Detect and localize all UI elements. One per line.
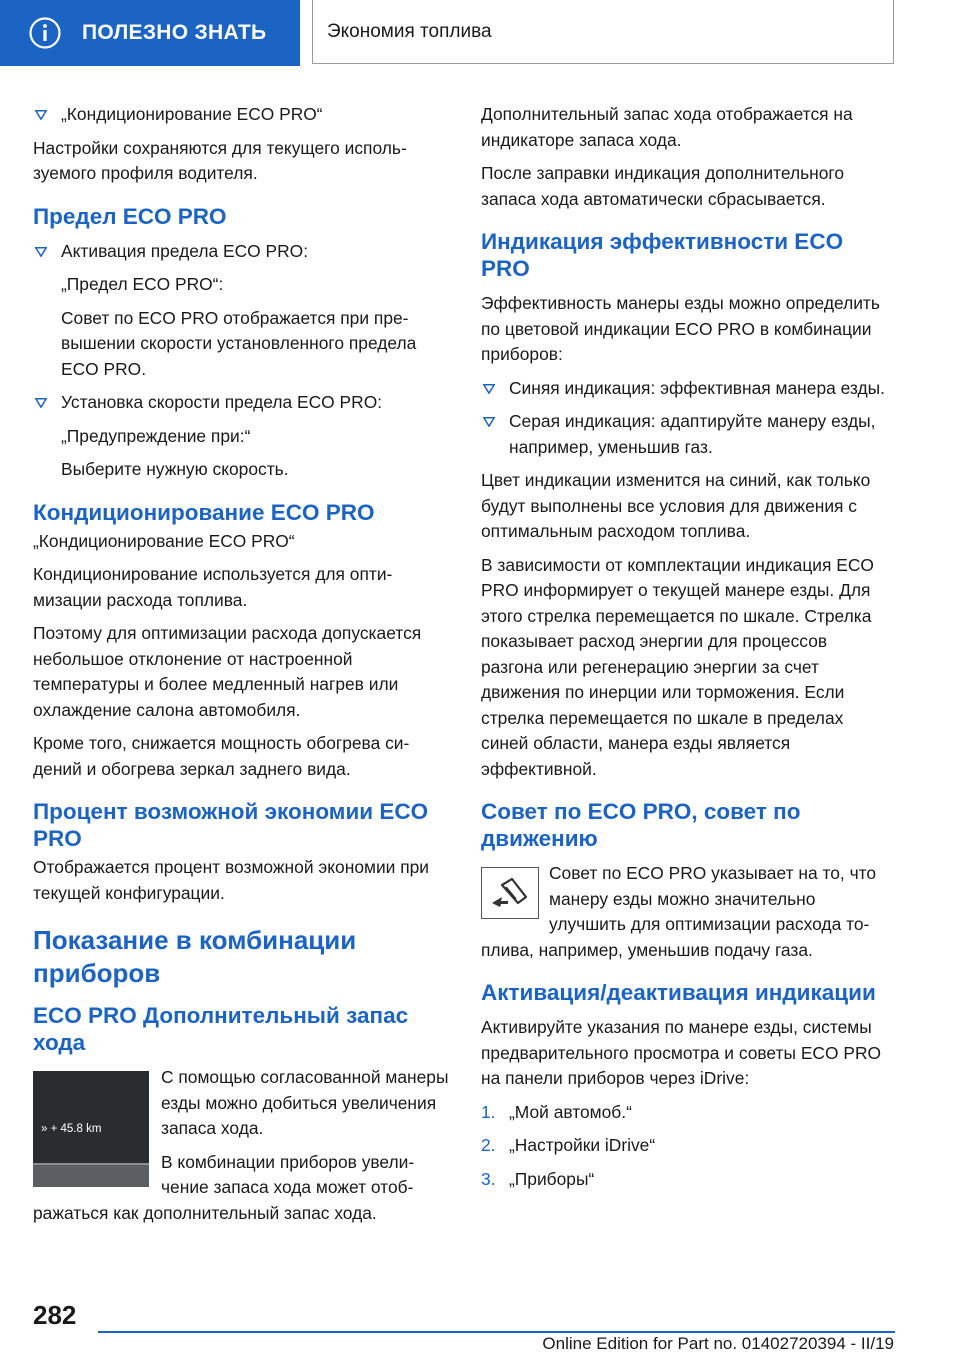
section-tab xyxy=(0,0,300,66)
bullet-arrow-icon xyxy=(35,247,47,257)
pedal-icon xyxy=(488,873,532,913)
step-item xyxy=(481,1133,893,1159)
paragraph: Совет по ECO PRO указывает на то, что манеру езды можно значительно улучшить для оптимизации расхода топлива, например, уменьшив подачу газа. xyxy=(481,863,877,960)
paragraph: Кондиционирование используется для оптимизации расхода топлива. xyxy=(33,564,393,610)
edition-info: Online Edition for Part no. 01402720394 - II/19 xyxy=(542,1334,894,1353)
heading-eco-pro-limit: Предел ECO PRO xyxy=(33,203,227,229)
paragraph: „Кондиционирование ECO PRO“ xyxy=(33,530,295,551)
list-item xyxy=(33,239,451,265)
sub-paragraph: „Предел ECO PRO“: xyxy=(61,274,224,294)
paragraph: Отображается процент возможной экономии при текущей конфигурации. xyxy=(33,857,430,903)
list-item-text: Активация предела ECO PRO: xyxy=(61,240,309,261)
panel-lower xyxy=(33,1165,149,1187)
instrument-cluster-image xyxy=(33,1071,149,1187)
paragraph: Поэтому для оптимизации расхода допускается небольшое отклонение от настроенной температуры и более медленный нагрев или охлаждение салона автомобиля. xyxy=(33,623,422,720)
heading-eco-pro-climate: Кондиционирование ECO PRO xyxy=(33,499,375,525)
paragraph: Кроме того, снижается мощность обогрева сидений и обогрева зеркал заднего вида. xyxy=(33,733,410,779)
list-item xyxy=(481,376,893,402)
paragraph: В зависимости от комплектации индикация ECO PRO информирует о текущей манере езды. Для этого стрелка перемещается по шкале. Стрелка показывает расход энергии для процессов разгона или регенерацию энергии за счет движения по инерции или торможения. Если стрелка перемещается по шкале в пределах синей области, манера езды является эффективной. xyxy=(481,554,874,779)
step-text: „Приборы“ xyxy=(509,1168,595,1189)
heading-eco-pro-tip: Совет по ECO PRO, совет по движению xyxy=(481,799,801,851)
paragraph: С помощью согласованной манеры езды можно добиться увеличения запаса хода. xyxy=(161,1067,449,1138)
paragraph: Цвет индикации изменится на синий, как только будут выполнены все условия для движения с оптимальным расходом топлива. xyxy=(481,470,871,541)
step-number: 2. xyxy=(481,1135,496,1155)
sub-paragraph: „Предупреждение при:“ xyxy=(61,425,251,446)
bullet-arrow-icon xyxy=(35,398,47,408)
paragraph: Дополнительный запас хода отображается на индикаторе запаса хода. xyxy=(481,104,853,150)
heading-instrument-cluster: Показание в комбинации приборов xyxy=(33,925,357,988)
step-text: „Мой автомоб.“ xyxy=(509,1101,632,1122)
info-icon xyxy=(28,16,62,50)
range-readout: » + 45.8 km xyxy=(41,1123,102,1135)
list-item-text: Синяя индикация: эффективная манера езды. xyxy=(509,377,885,398)
page-number: 282 xyxy=(33,1300,77,1330)
paragraph: Активируйте указания по манере езды, системы предварительного просмотра и советы ECO PRO на панели приборов через iDrive: xyxy=(481,1017,882,1088)
heading-saving-percent: Процент возможной экономии ECO PRO xyxy=(33,799,429,851)
foot-off-pedal-icon xyxy=(481,867,539,919)
left-column xyxy=(33,102,451,1234)
bullet-arrow-icon xyxy=(483,417,495,427)
heading-extra-range: ECO PRO Дополнительный запас хода xyxy=(33,1003,409,1055)
bullet-arrow-icon xyxy=(483,384,495,394)
step-item xyxy=(481,1100,893,1126)
list-item-text: Серая индикация: адаптируйте манеру езды, например, уменьшив газ. xyxy=(509,411,876,457)
list-item-text: „Кондиционирование ECO PRO“ xyxy=(61,104,323,124)
paragraph: После заправки индикация дополнительного запаса хода автоматически сбрасывается. xyxy=(481,163,845,209)
heading-efficiency-indicator: Индикация эффективности ECO PRO xyxy=(481,229,844,281)
footer-divider xyxy=(98,1331,895,1333)
paragraph: В комбинации приборов увеличение запаса хода может отображаться как дополнительный запас хода. xyxy=(33,1151,415,1223)
sub-paragraph: Выберите нужную скорость. xyxy=(61,459,289,479)
list-item-text: Установка скорости предела ECO PRO: xyxy=(61,392,383,412)
bullet-arrow-icon xyxy=(35,110,47,120)
sub-paragraph: Совет по ECO PRO отображается при превышении скорости установленного предела ECO PRO. xyxy=(61,307,417,379)
right-column xyxy=(481,102,893,1200)
step-text: „Настройки iDrive“ xyxy=(509,1135,656,1155)
chapter-title: Экономия топлива xyxy=(327,20,492,42)
section-label: ПОЛЕЗНО ЗНАТЬ xyxy=(82,21,267,44)
list-item xyxy=(481,409,893,460)
chapter-header xyxy=(312,0,894,64)
paragraph: Настройки сохраняются для текущего используемого профиля водителя. xyxy=(33,137,407,183)
paragraph: Эффективность манеры езды можно определить по цветовой индикации ECO PRO в комбинации приборов: xyxy=(481,293,880,364)
list-item xyxy=(33,390,451,416)
step-item xyxy=(481,1167,893,1193)
heading-activate-indicator: Активация/деактивация индикации xyxy=(481,980,876,1005)
step-number: 3. xyxy=(481,1168,496,1189)
list-item xyxy=(33,102,451,128)
step-number: 1. xyxy=(481,1101,496,1122)
